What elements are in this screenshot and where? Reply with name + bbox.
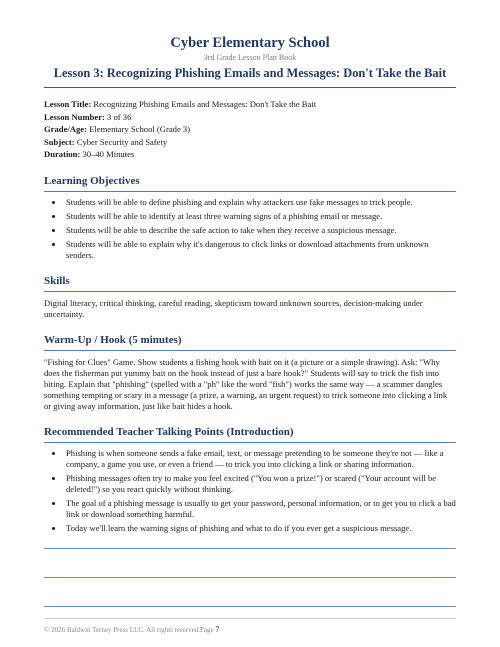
notes-area <box>44 548 456 607</box>
meta-lesson-number <box>44 111 456 124</box>
meta-value: Cyber Security and Safety <box>76 136 168 147</box>
note-line <box>44 577 456 578</box>
warmup-heading: Warm-Up / Hook (5 minutes) <box>44 333 456 351</box>
page-number: 7 <box>215 625 220 634</box>
meta-grade <box>44 123 456 136</box>
list-item: • Today we'll learn the warning signs of phishing and what to do if you ever get a suspicious message. <box>64 523 456 534</box>
book-subtitle: 3rd Grade Lesson Plan Book <box>203 53 297 62</box>
meta-value: 30–40 Minutes <box>82 149 135 159</box>
objectives-list <box>44 197 456 261</box>
meta-label: Grade/Age: <box>44 124 87 134</box>
meta-label: Subject: <box>44 136 75 147</box>
school-name: Cyber Elementary School <box>170 35 330 51</box>
lesson-meta <box>44 98 456 161</box>
copyright-text: © 2026 Baldwin Terney Press LLC. All rights reserved. <box>44 626 200 634</box>
note-line <box>44 606 456 607</box>
objectives-heading: Learning Objectives <box>44 174 456 192</box>
skills-text: Digital literacy, critical thinking, careful reading, skepticism toward unknown sources, decision-making under uncertainty. <box>44 297 423 319</box>
meta-value: 3 of 36 <box>107 111 132 122</box>
page-footer <box>44 618 456 635</box>
skills-heading: Skills <box>44 274 456 292</box>
list-item: • Students will be able to define phishing and explain why attackers use fake messages to trick people. <box>64 197 456 208</box>
list-item: • Students will be able to explain why it's dangerous to click links or download attachments from unknown senders. <box>64 239 456 261</box>
meta-label: Lesson Title: <box>44 99 92 109</box>
talking-points-list <box>44 448 456 534</box>
list-item: • Students will be able to describe the safe action to take when they receive a suspicious message. <box>64 225 456 236</box>
list-item: • Phishing messages often try to make you feel excited ("You won a prize!") or scared ("Your account will be deleted!") so you react quickly without thinking. <box>64 473 456 495</box>
meta-label: Lesson Number: <box>44 111 105 122</box>
list-item: • Students will be able to identify at least three warning signs of a phishing email or message. <box>64 211 456 222</box>
meta-duration <box>44 148 456 161</box>
list-item: • Phishing is when someone sends a fake email, text, or message pretending to be someone they're not — like a company, a game you use, or even a friend — to trick you into clicking a link or sharing information. <box>64 448 456 470</box>
page-label: Page <box>199 626 214 634</box>
meta-subject <box>44 136 456 149</box>
list-item: • The goal of a phishing message is usually to get your password, personal information, or to get you to click a bad link or download something harmful. <box>64 498 456 520</box>
meta-value: Elementary School (Grade 3) <box>89 124 191 134</box>
meta-label: Duration: <box>44 149 81 159</box>
note-line <box>44 548 456 549</box>
warmup-text: "Fishing for Clues" Game. Show students a fishing hook with bait on it (a picture or a simple drawing). Ask: "Why does the fisherman put yummy bait on the hook instead of just a bare hook?" Students will say to trick the fish into biting. Explain that "phishing" (spelled with a "ph" like the word "fish") works the same way — a scammer dangles something tempting or scary in a message (a prize, a warning, an urgent request) to trick someone into clicking a link or giving away information, just like bait hides a hook. <box>44 356 448 411</box>
meta-value: Recognizing Phishing Emails and Messages: Don't Take the Bait <box>93 99 317 109</box>
talking-points-heading: Recommended Teacher Talking Points (Introduction) <box>44 425 456 443</box>
meta-lesson-title <box>44 98 456 111</box>
lesson-heading: Lesson 3: Recognizing Phishing Emails and Messages: Don't Take the Bait <box>53 66 447 80</box>
header-divider <box>44 87 456 88</box>
